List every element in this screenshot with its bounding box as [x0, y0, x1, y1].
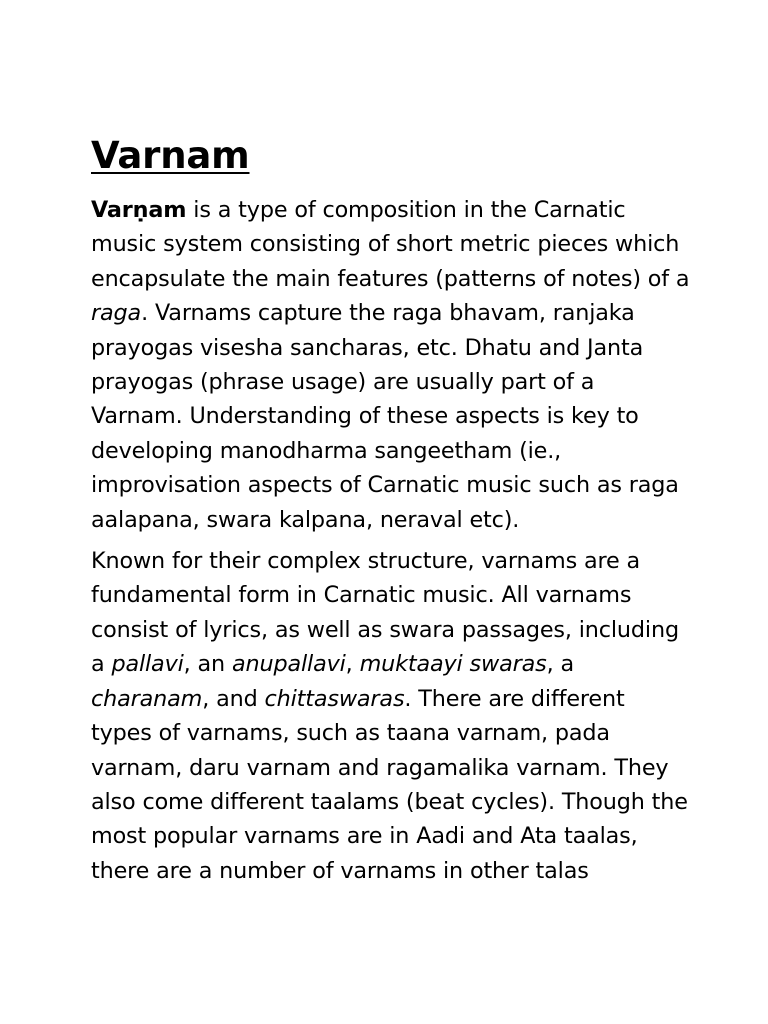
document-content [91, 132, 691, 895]
term-raga: raga [91, 300, 142, 327]
paragraph-text: is a type of composition in the Carnatic music system consisting of short metric pieces which encapsulate the main features (patterns of notes) of a [91, 197, 690, 292]
term-pallavi: pallavi [111, 651, 184, 678]
term-muktaayi-swaras: muktaayi swaras [359, 651, 547, 678]
term-varnam: Varṇam [91, 197, 187, 223]
term-charanam: charanam [91, 685, 203, 712]
paragraph-text: , [345, 651, 360, 678]
paragraph-intro [91, 193, 691, 537]
term-chittaswaras: chittaswaras [264, 685, 405, 712]
paragraph-text: . There are different types of varnams, such as taana varnam, pada varnam, daru varnam and ragamalika varnam. They also come different taalams (beat cycles). Though the most popular varnams are in Aadi and Ata taalas, there are a number of varnams in other talas [91, 685, 688, 884]
paragraph-text: Known for their complex structure, varnams are a fundamental form in Carnatic music. All varnams consist of lyrics, as well as swara passages, including a [91, 548, 679, 678]
page-title: Varnam [91, 134, 250, 177]
paragraph-text: . Varnams capture the raga bhavam, ranjaka prayogas visesha sancharas, etc. Dhatu and Janta prayogas (phrase usage) are usually part of a Varnam. Understanding of these aspects is key to developing manodharma sangeetham (ie., improvisation aspects of Carnatic music such as raga aalapana, swara kalpana, neraval etc). [91, 300, 679, 533]
paragraph-text: , and [202, 685, 265, 712]
paragraph-text: , an [183, 651, 232, 678]
paragraph-structure [91, 544, 691, 888]
paragraph-text: , a [546, 651, 574, 678]
term-anupallavi: anupallavi [231, 651, 346, 678]
